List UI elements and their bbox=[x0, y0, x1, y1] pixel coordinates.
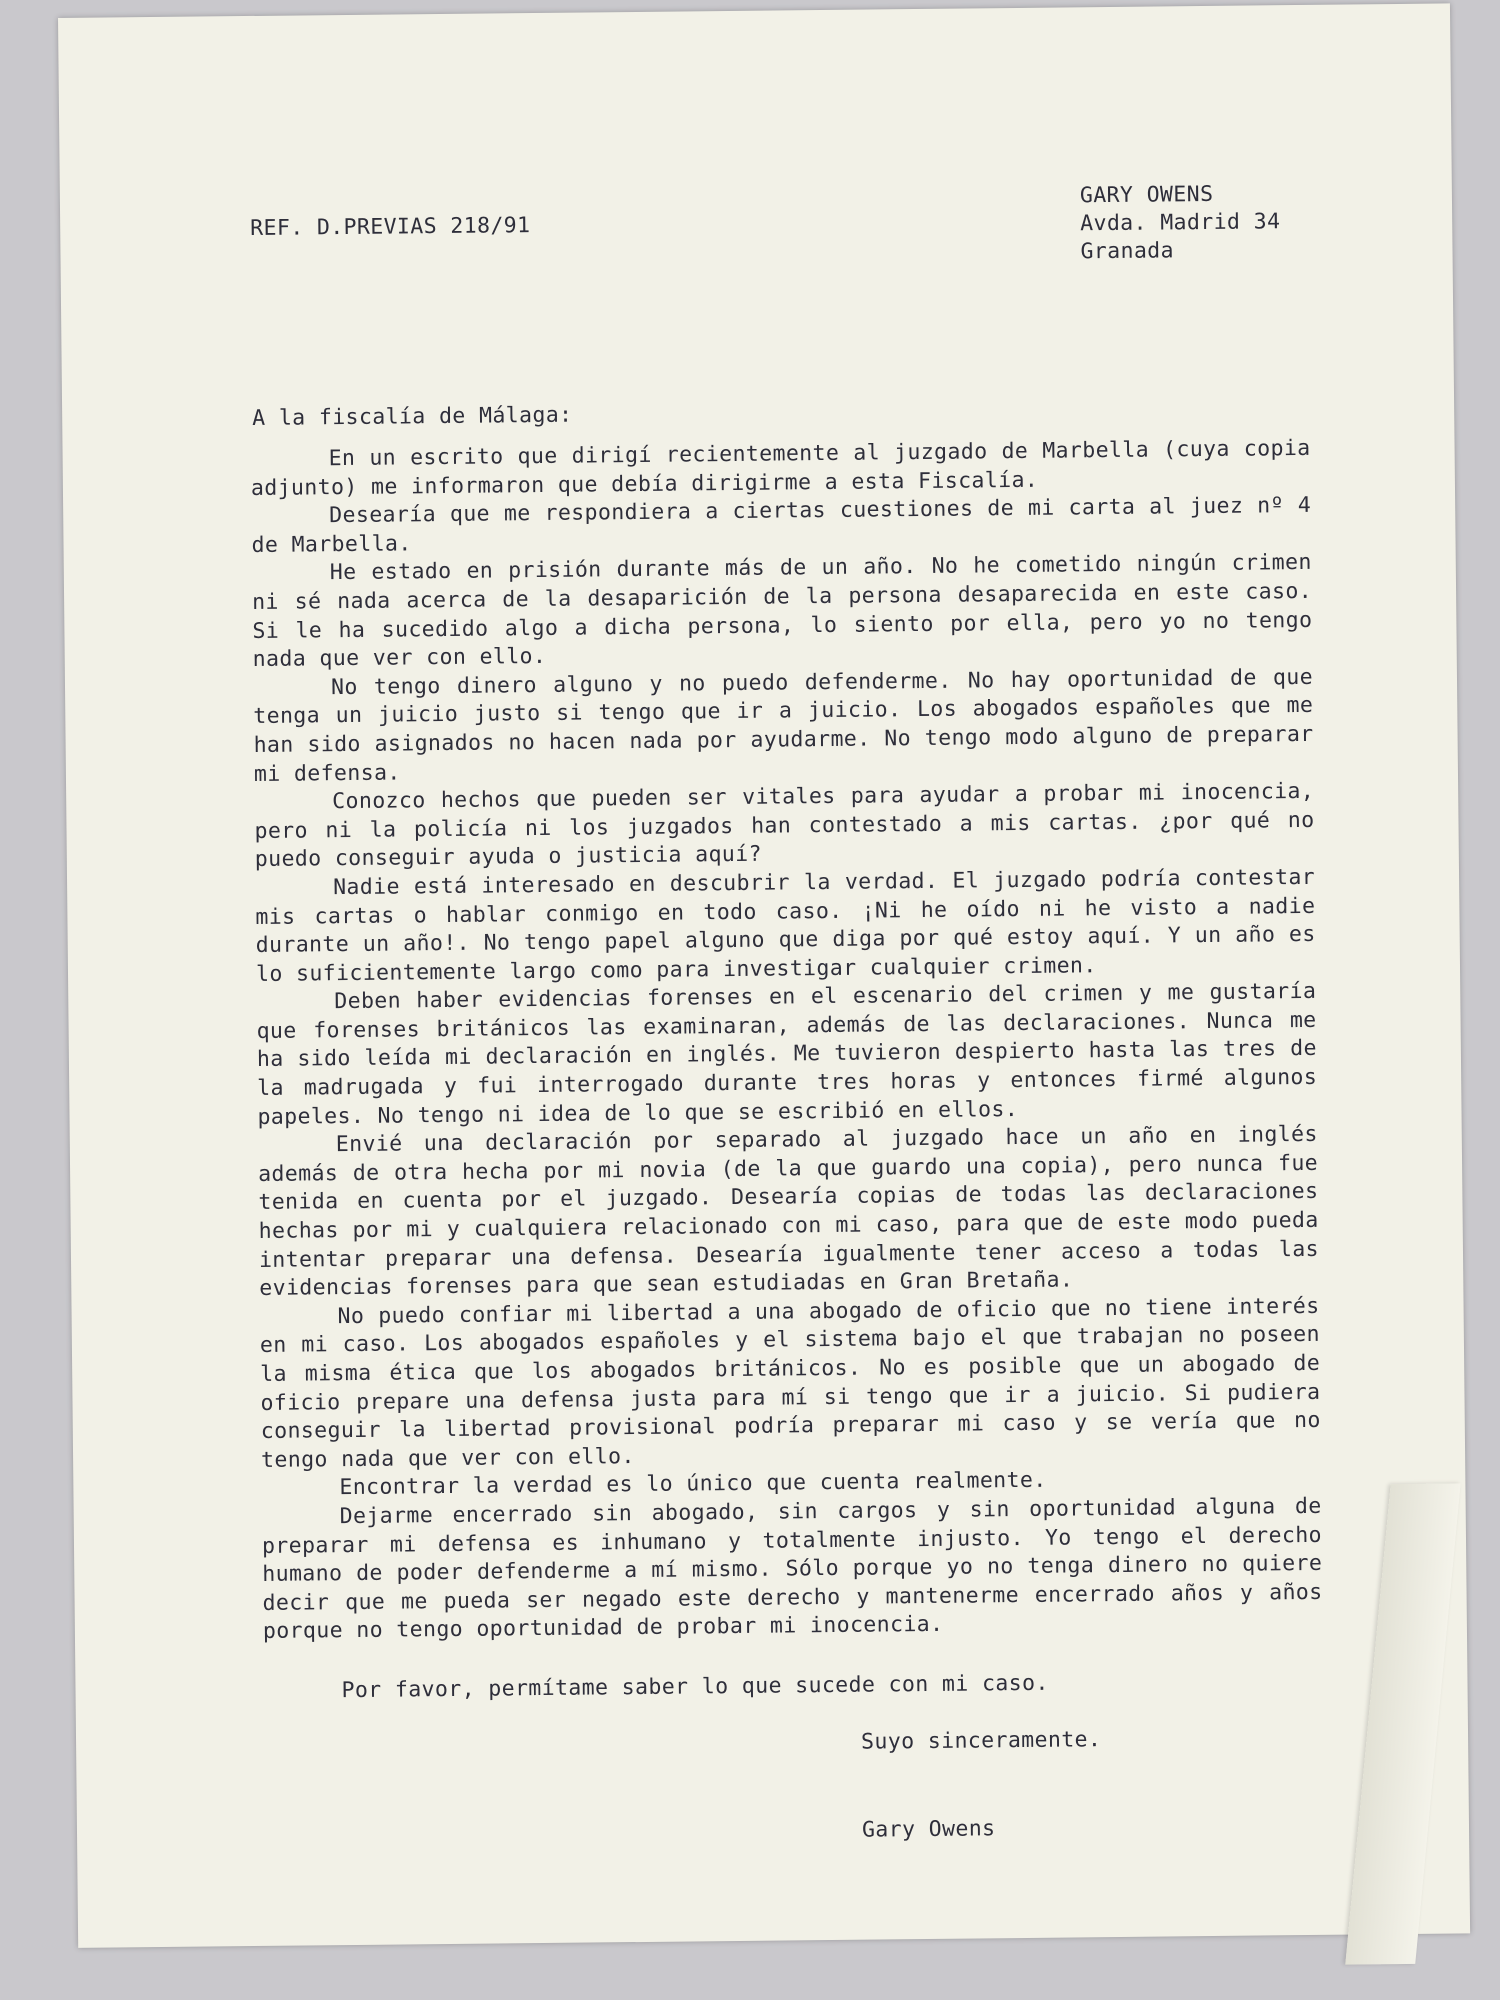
sender-block bbox=[1080, 180, 1281, 266]
body-paragraph: No puedo confiar mi libertad a una abogado de oficio que no tiene interés en mi caso. Los abogados españoles y el sistema bajo el que trabajan no poseen la misma ética que los abogados británicos. No es posible que un abogado de oficio prepare una defensa justa para mí si tengo que ir a juicio. Si pudiera conseguir la libertad provisional podría preparar mi caso y se vería que no tengo nada que ver con ello. bbox=[259, 1293, 1321, 1473]
salutation: A la fiscalía de Málaga: bbox=[252, 402, 573, 431]
closing-request: Por favor, permítame saber lo que sucede con mi caso. bbox=[341, 1670, 1049, 1704]
body-paragraph: Envié una declaración por separado al juzgado hace un año en inglés además de otra hecha por mi novia (de la que guardo una copia), pero nunca fue tenida en cuenta por el juzgado. Desearía copias de todas las declaraciones hechas por mi y cualquiera relacionado con mi caso, para que de este modo pueda intentar preparar una defensa. Desearía igualmente tener acceso a todas las evidencias forenses para que sean estudiadas en Gran Bretaña. bbox=[257, 1122, 1320, 1302]
body-paragraph: Dejarme encerrado sin abogado, sin cargos y sin oportunidad alguna de preparar mi defensa es inhumano y totalmente injusto. Yo tengo el derecho humano de poder defenderme a mí mismo. Sólo porque yo no tenga dinero no quiere decir que me pueda ser negado este derecho y mantenerme encerrado años y años porque no tengo oportunidad de probar mi inocencia. bbox=[261, 1493, 1323, 1645]
letter-body bbox=[250, 435, 1323, 1647]
body-paragraph: No tengo dinero alguno y no puedo defenderme. No hay oportunidad de que tenga un juicio justo si tengo que ir a juicio. Los abogados españoles que me han sido asignados no hacen nada por ayudarme. No tengo modo alguno de preparar mi defensa. bbox=[253, 664, 1314, 787]
body-paragraph: Nadie está interesado en descubrir la verdad. El juzgado podría contestar mis cartas o hablar conmigo en todo caso. ¡Ni he oído ni he visto a nadie durante un año!. No tengo papel alguno que diga por qué estoy aquí. Y un año es lo suficientemente largo como para investigar cualquier crimen. bbox=[255, 864, 1316, 987]
body-paragraph: Conozco hechos que pueden ser vitales para ayudar a probar mi inocencia, pero ni la policía ni los juzgados han contestado a mis cartas. ¿por qué no puedo conseguir ayuda o justicia aquí? bbox=[254, 779, 1315, 873]
page-curl bbox=[1345, 1483, 1460, 1964]
sender-address: Avda. Madrid 34 bbox=[1080, 209, 1281, 237]
signature: Gary Owens bbox=[861, 1816, 996, 1843]
signoff: Suyo sinceramente. bbox=[860, 1727, 1102, 1755]
body-paragraph: En un escrito que dirigí recientemente al juzgado de Marbella (cuya copia adjunto) me informaron que debía dirigirme a esta Fiscalía. bbox=[250, 435, 1311, 501]
body-paragraph: He estado en prisión durante más de un año. No he cometido ningún crimen ni sé nada acerca de la desaparición de la persona desaparecida en este caso. Si le ha sucedido algo a dicha persona, lo siento por ella, pero yo no tengo nada que ver con ello. bbox=[252, 550, 1313, 673]
sender-city: Granada bbox=[1080, 238, 1175, 265]
sender-name: GARY OWENS bbox=[1079, 181, 1214, 209]
body-paragraph: Desearía que me respondiera a ciertas cuestiones de mi carta al juez nº 4 de Marbella. bbox=[251, 493, 1312, 558]
reference-line: REF. D.PREVIAS 218/91 bbox=[250, 213, 531, 241]
letter-page bbox=[58, 3, 1470, 1947]
body-paragraph: Encontrar la verdad es lo único que cuenta realmente. bbox=[339, 1468, 1047, 1501]
body-paragraph: Deben haber evidencias forenses en el escenario del crimen y me gustaría que forenses británicos las examinaran, además de las declaraciones. Nunca me ha sido leída mi declaración en inglés. Me tuvieron despierto hasta las tres de la madrugada y fui interrogado durante tres horas y entonces firmé algunos papeles. No tengo ni idea de lo que se escribió en ellos. bbox=[256, 979, 1318, 1130]
